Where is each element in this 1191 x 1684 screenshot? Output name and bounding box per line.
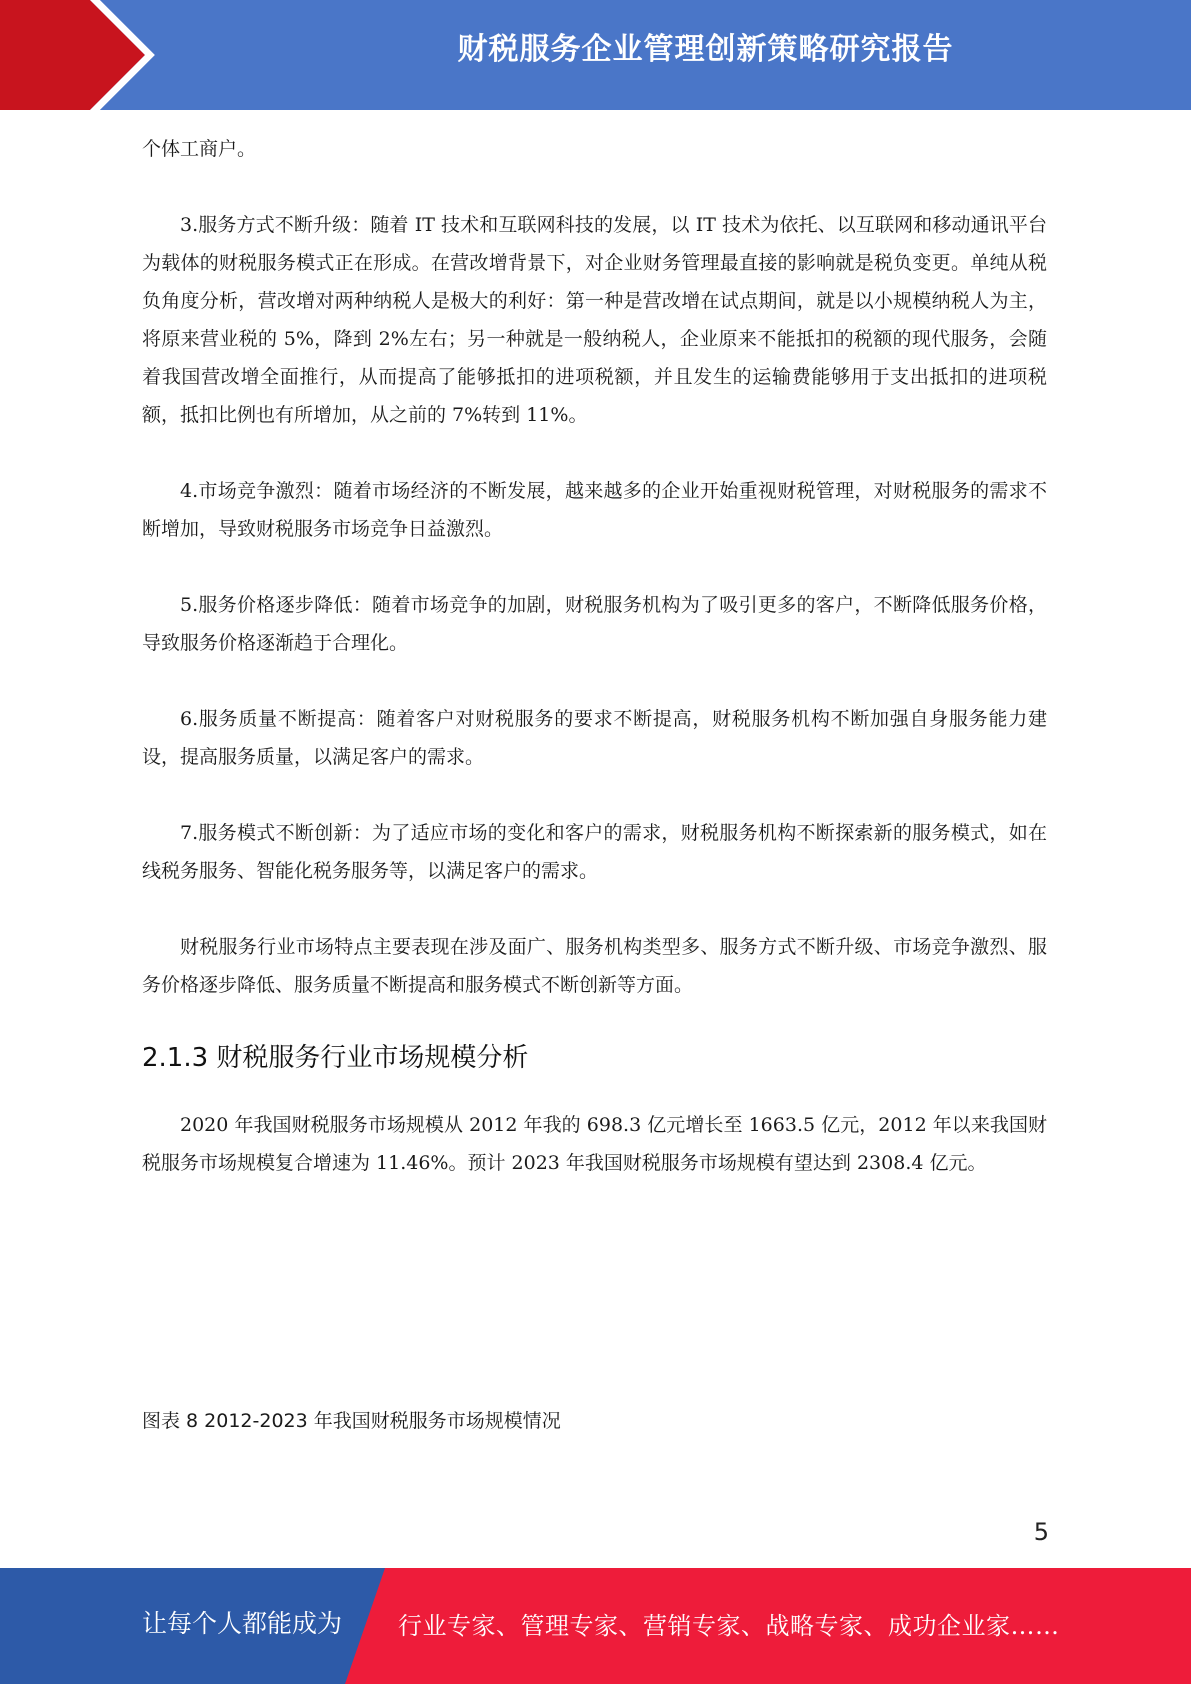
paragraph-gap bbox=[142, 1004, 1047, 1038]
section-heading: 2.1.3 财税服务行业市场规模分析 bbox=[142, 1043, 529, 1073]
body-paragraph: 3.服务方式不断升级：随着 IT 技术和互联网科技的发展，以 IT 技术为依托、以互联网和移动通讯平台为载体的财税服务模式正在形成。在营改增背景下，对企业财务管理最直接的影响就是税负变更。单纯从税负角度分析，营改增对两种纳税人是极大的利好：第一种是营改增在试点期间，就是以小规模纳税人为主，将原来营业税的 5%，降到 2%左右；另一种就是一般纳税人，企业原来不能抵扣的税额的现代服务，会随着我国营改增全面推行，从而提高了能够抵扣的进项税额，并且发生的运输费能够用于支出抵扣的进项税额，抵扣比例也有所增加，从之前的 7%转到 11%。 bbox=[142, 214, 1047, 426]
page-header bbox=[0, 0, 1191, 110]
main-content bbox=[142, 130, 1047, 1182]
paragraph-gap bbox=[142, 434, 1047, 472]
paragraph-gap bbox=[142, 548, 1047, 586]
figure-caption: 图表 8 2012-2023 年我国财税服务市场规模情况 bbox=[142, 1410, 561, 1432]
paragraph-gap bbox=[142, 1078, 1047, 1106]
page-footer bbox=[0, 1568, 1191, 1684]
body-paragraph: 个体工商户。 bbox=[142, 138, 257, 160]
footer-slogan-right: 行业专家、管理专家、营销专家、战略专家、成功企业家…… bbox=[398, 1612, 1060, 1640]
body-paragraph: 7.服务模式不断创新：为了适应市场的变化和客户的需求，财税服务机构不断探索新的服务模式，如在线税务服务、智能化税务服务等，以满足客户的需求。 bbox=[142, 822, 1047, 882]
paragraph-gap bbox=[142, 890, 1047, 928]
body-paragraph: 6.服务质量不断提高：随着客户对财税服务的要求不断提高，财税服务机构不断加强自身服务能力建设，提高服务质量，以满足客户的需求。 bbox=[142, 708, 1047, 768]
paragraph-gap bbox=[142, 662, 1047, 700]
footer-slogan-left: 让每个人都能成为 bbox=[142, 1609, 343, 1638]
section-paragraph: 2020 年我国财税服务市场规模从 2012 年我的 698.3 亿元增长至 1663.5 亿元，2012 年以来我国财税服务市场规模复合增速为 11.46%。预计 2023 年我国财税服务市场规模有望达到 2308.4 亿元。 bbox=[142, 1114, 1047, 1174]
paragraph-gap bbox=[142, 776, 1047, 814]
report-title-text: 财税服务企业管理创新策略研究报告 bbox=[457, 32, 954, 67]
body-paragraph: 5.服务价格逐步降低：随着市场竞争的加剧，财税服务机构为了吸引更多的客户，不断降低服务价格，导致服务价格逐渐趋于合理化。 bbox=[142, 594, 1047, 654]
body-paragraph: 4.市场竞争激烈：随着市场经济的不断发展，越来越多的企业开始重视财税管理，对财税服务的需求不断增加，导致财税服务市场竞争日益激烈。 bbox=[142, 480, 1047, 540]
page-number: 5 bbox=[1033, 1518, 1049, 1546]
report-title bbox=[0, 28, 1191, 72]
body-paragraph: 财税服务行业市场特点主要表现在涉及面广、服务机构类型多、服务方式不断升级、市场竞争激烈、服务价格逐步降低、服务质量不断提高和服务模式不断创新等方面。 bbox=[142, 936, 1047, 996]
paragraph-gap bbox=[142, 168, 1047, 206]
